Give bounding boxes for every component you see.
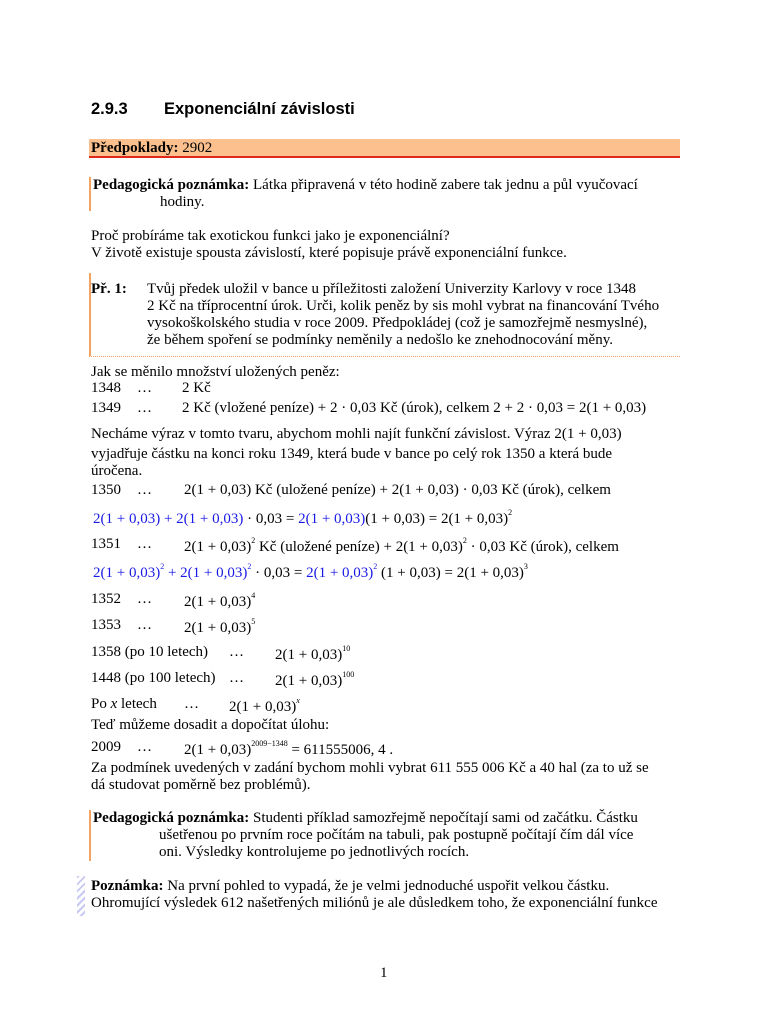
value-formula: 2(1 + 0,03) bbox=[184, 620, 252, 636]
dots: … bbox=[137, 482, 152, 498]
pedagogical-note-label: Pedagogická poznámka: bbox=[93, 810, 250, 826]
example-label: Př. 1: bbox=[91, 281, 127, 297]
value-x bbox=[229, 696, 300, 716]
exponent: 4 bbox=[251, 591, 256, 600]
year-x-part: letech bbox=[121, 696, 157, 712]
dots: … bbox=[137, 591, 152, 607]
value-formula: 2(1 + 0,03) bbox=[184, 742, 252, 758]
paragraph-line bbox=[91, 426, 622, 443]
dots: … bbox=[137, 380, 152, 396]
dots: … bbox=[229, 670, 244, 686]
solution-intro: Jak se měnilo množství uložených peněz: bbox=[91, 364, 340, 380]
pedagogical-note-1 bbox=[89, 177, 680, 211]
intro-line: Proč probíráme tak exotickou funkci jako je exponenciální? bbox=[91, 228, 450, 244]
year-1358: 1358 (po 10 letech) bbox=[91, 644, 209, 660]
section-title: Exponenciální závislosti bbox=[164, 100, 355, 118]
year-1351: 1351 bbox=[91, 536, 121, 552]
year-x-var: x bbox=[110, 696, 118, 712]
exponent: 2 bbox=[160, 562, 165, 571]
equation-black: · 0,03 = bbox=[255, 565, 303, 581]
note-label: Poznámka: bbox=[91, 878, 164, 894]
year-1348: 1348 bbox=[91, 380, 121, 396]
example-line: 2 Kč na tříprocentní úrok. Urči, kolik peněz by sis mohl vybrat na financování Tvého bbox=[147, 298, 660, 314]
example-line: vysokoškolského studia v roce 2009. Předpokládej (což je samozřejmě nesmyslné), bbox=[147, 315, 648, 331]
equation-black: · 0,03 = bbox=[247, 511, 295, 527]
value-1350-part: Kč (uložené peníze) + bbox=[254, 482, 388, 498]
equation-blue: 2(1 + 0,03) bbox=[93, 565, 161, 581]
value-1349-part: 2 · 0,03 bbox=[329, 400, 377, 416]
value-1350-part: 2(1 + 0,03) bbox=[184, 482, 252, 498]
year-1349: 1349 bbox=[91, 400, 121, 416]
prerequisites-label: Předpoklady: bbox=[91, 140, 179, 156]
year-x-part: Po bbox=[91, 696, 107, 712]
example-text bbox=[147, 281, 659, 349]
year-1350: 1350 bbox=[91, 482, 121, 498]
equation-black: (1 + 0,03) = 2(1 + 0,03) bbox=[365, 511, 509, 527]
dots: … bbox=[137, 739, 152, 755]
paragraph-line: vyjadřuje částku na konci roku 1349, která bude v bance po celý rok 1350 a která bude bbox=[91, 446, 613, 462]
exponent: 100 bbox=[342, 670, 355, 679]
value-2009 bbox=[184, 739, 393, 759]
equation-black: (1 + 0,03) = 2(1 + 0,03) bbox=[381, 565, 524, 581]
value-1348: 2 Kč bbox=[182, 380, 211, 396]
dots: … bbox=[137, 400, 152, 416]
section-number: 2.9.3 bbox=[91, 100, 128, 118]
value-formula: 2(1 + 0,03) bbox=[184, 594, 252, 610]
equation-blue: + 2(1 + 0,03) bbox=[167, 565, 248, 581]
exponent: 10 bbox=[342, 644, 351, 653]
pedagogical-note-line: hodiny. bbox=[160, 194, 205, 210]
prerequisites-bar bbox=[89, 139, 680, 158]
intro-line: V životě existuje spousta závislostí, které popisuje právě exponenciální funkce. bbox=[91, 245, 567, 261]
exponent: 2 bbox=[247, 562, 252, 571]
value-formula: 2(1 + 0,03) bbox=[229, 699, 297, 715]
value-1350-part: Kč (úrok), celkem bbox=[501, 482, 611, 498]
value-1349 bbox=[182, 400, 646, 417]
equation-blue: 2(1 + 0,03) bbox=[298, 511, 366, 527]
exponent: 2 bbox=[373, 562, 378, 571]
equation-blue: 2(1 + 0,03) + 2(1 + 0,03) bbox=[93, 511, 244, 527]
value-1350 bbox=[184, 482, 611, 499]
year-x bbox=[91, 696, 157, 713]
pedagogical-note-line: ušetřenou po prvním roce počítám na tabuli, pak postupně počítají čím dál více bbox=[159, 827, 634, 843]
value-1349-part: 2 Kč (vložené peníze) + bbox=[182, 400, 327, 416]
pedagogical-note-2 bbox=[89, 810, 680, 861]
value-1351-part: 2(1 + 0,03) bbox=[184, 539, 252, 555]
value-formula: 2(1 + 0,03) bbox=[275, 673, 343, 689]
value-1351-part: · 0,03 bbox=[470, 539, 506, 555]
dots: … bbox=[184, 696, 199, 712]
paragraph-formula: 2(1 + 0,03) bbox=[554, 426, 622, 442]
example-line: Tvůj předek uložil v bance u příležitosti založení Univerzity Karlovy v roce 1348 bbox=[147, 281, 637, 297]
dots: … bbox=[137, 617, 152, 633]
paragraph-text: Necháme výraz v tomto tvaru, abychom mohli najít funkční závislost. Výraz bbox=[91, 426, 551, 442]
pedagogical-note-line: oni. Výsledky kontrolujeme po jednotlivých rocích. bbox=[159, 844, 470, 860]
value-1351-part: Kč (úrok), celkem bbox=[509, 539, 619, 555]
year-1352: 1352 bbox=[91, 591, 121, 607]
equation-blue: 2(1 + 0,03) bbox=[306, 565, 374, 581]
value-formula: 2(1 + 0,03) bbox=[275, 647, 343, 663]
pedagogical-note-label: Pedagogická poznámka: bbox=[93, 177, 250, 193]
result-2009: = 611555006, 4 . bbox=[291, 742, 394, 758]
exponent: 2 bbox=[508, 508, 513, 517]
pedagogical-note-line: Studenti příklad samozřejmě nepočítají sami od začátku. Částku bbox=[253, 810, 638, 826]
exponent: 2 bbox=[251, 536, 256, 545]
conclusion-line: dá studovat poměrně bez problémů). bbox=[91, 777, 311, 793]
conclusion-line: Za podmínek uvedených v zadání bychom mohli vybrat 611 555 006 Kč a 40 hal (za to už se bbox=[91, 760, 649, 776]
value-1358 bbox=[275, 644, 350, 664]
value-1349-formula: 2 + 2 · 0,03 = 2(1 + 0,03) bbox=[493, 400, 647, 416]
exponent: 5 bbox=[251, 617, 256, 626]
value-1351-part: 2(1 + 0,03) bbox=[395, 539, 463, 555]
pedagogical-note-line: Látka připravená v této hodině zabere tak jednu a půl vyučovací bbox=[253, 177, 638, 193]
value-1353 bbox=[184, 617, 255, 637]
paragraph-line: úročena. bbox=[91, 463, 143, 479]
year-2009: 2009 bbox=[91, 739, 121, 755]
year-1448: 1448 (po 100 letech) bbox=[91, 670, 216, 686]
dots: … bbox=[137, 536, 152, 552]
note-line: Ohromující výsledek 612 našetřených miliónů je ale důsledkem toho, že exponenciální funkce bbox=[91, 895, 658, 911]
equation-1350 bbox=[93, 508, 512, 528]
value-1349-part: Kč (úrok), celkem bbox=[379, 400, 490, 416]
section-heading bbox=[91, 100, 355, 119]
exponent: 3 bbox=[523, 562, 528, 571]
example-line: že během spoření se podmínky neměnily a nedošlo ke znehodnocování měny. bbox=[147, 332, 613, 348]
equation-1351 bbox=[93, 562, 528, 582]
note-line bbox=[91, 878, 609, 895]
dots: … bbox=[229, 644, 244, 660]
prerequisites-value: 2902 bbox=[182, 140, 213, 156]
exponent: 2009−1348 bbox=[251, 739, 288, 748]
value-1448 bbox=[275, 670, 354, 690]
note-marker-icon bbox=[77, 876, 85, 916]
note-text: Na první pohled to vypadá, že je velmi jednoduché uspořit velkou částku. bbox=[167, 878, 610, 894]
page-number: 1 bbox=[380, 965, 388, 981]
exponent: 2 bbox=[462, 536, 467, 545]
value-1352 bbox=[184, 591, 255, 611]
year-1353: 1353 bbox=[91, 617, 121, 633]
value-1350-part: 2(1 + 0,03) · 0,03 bbox=[391, 482, 498, 498]
exponent: x bbox=[296, 696, 300, 705]
paragraph-line: Teď můžeme dosadit a dopočítat úlohu: bbox=[91, 717, 330, 733]
value-1351-part: Kč (uložené peníze) + bbox=[258, 539, 392, 555]
value-1351 bbox=[184, 536, 619, 556]
